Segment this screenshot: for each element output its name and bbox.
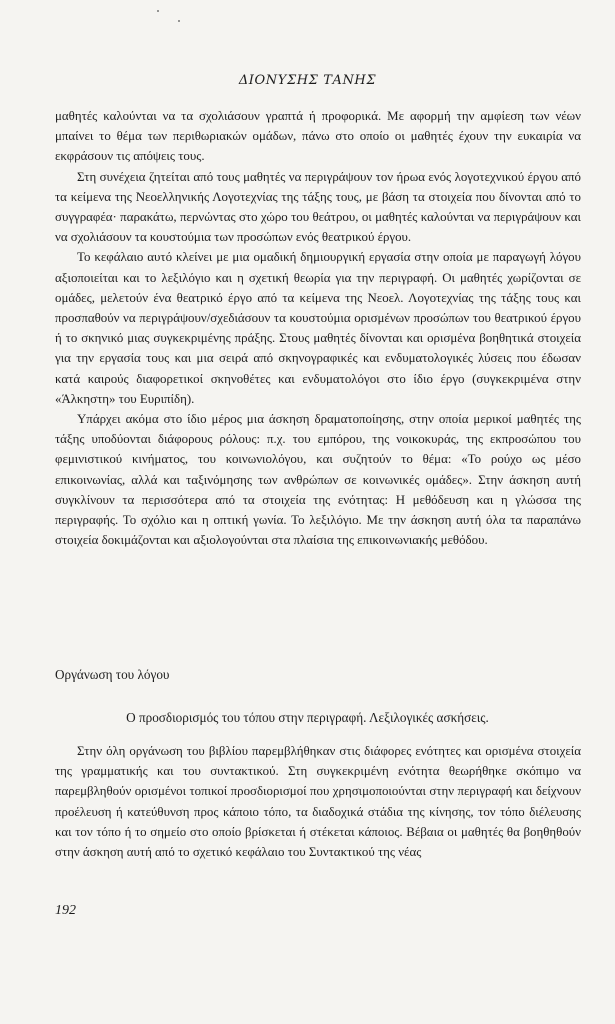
page-number: 192	[55, 903, 76, 918]
scan-speck	[178, 20, 180, 22]
scan-speck	[157, 10, 159, 12]
main-text-block	[55, 106, 581, 550]
paragraph: Το κεφάλαιο αυτό κλείνει με μια ομαδική δημιουργική εργασία στην οποία με παραγωγή λόγου αξιοποιείται και το λεξιλόγιο και η σχετική θεωρία για την περιγραφή. Οι μαθητές χωρίζονται σε ομάδες, μελετούν ένα θεατρικό έργο από τα κείμενα της Νεοελ. Λογοτεχνίας της τάξης τους και προσπαθούν να περιγράψουν/σχεδιάσουν τα κουστούμια ορισμένων προσώπων του θεατρικού έργου ή το σκηνικό μιας συγκεκριμένης πράξης. Στους μαθητές δίνονται και ορισμένα βοηθητικά στοιχεία για την εργασία τους και μια σειρά από σκηνογραφικές και ενδυματολογικές λύσεις που έδωσαν κατά καιρούς διαφορετικοί σκηνοθέτες και ενδυματολόγοι στο ίδιο έργο (συγκεκριμένα στην «Άλκηστη» του Ευριπίδη).	[55, 250, 581, 406]
paragraph: μαθητές καλούνται να τα σχολιάσουν γραπτά ή προφορικά. Με αφορμή την αμφίεση των νέων μπαίνει το θέμα των περιθωριακών ομάδων, πάνω στο οποίο οι μαθητές έχουν την ευκαιρία να εκφράσουν τις απόψεις τους.	[55, 109, 581, 164]
section-heading: Οργάνωση του λόγου	[55, 667, 170, 682]
running-head: ΔΙΟΝΥΣΗΣ ΤΑΝΗΣ	[238, 73, 377, 88]
paragraph: Στη συνέχεια ζητείται από τους μαθητές να περιγράψουν τον ήρωα ενός λογοτεχνικού έργου από τα κείμενα της Νεοελληνικής Λογοτεχνίας της τάξης τους, με βάση τα στοιχεία που δίνονται από το συγγραφέα· παρακάτω, περνώντας στο χώρο του θεάτρου, οι μαθητές καλούνται να περιγράψουν και να σχολιάσουν τα κουστούμια των προσώπων ενός θεατρικού έργου.	[55, 169, 581, 245]
paragraph: Στην όλη οργάνωση του βιβλίου παρεμβλήθηκαν στις διάφορες ενότητες και ορισμένα στοιχεία της γραμματικής και του συντακτικού. Στη συγκεκριμένη ενότητα θεωρήθηκε σκόπιμο να παρεμβληθούν ορισμένοι τοπικοί προσδιορισμοί που χρησιμοποιούνται στην περιγραφή και δείχνουν προέλευση ή κατεύθυνση προς κάποιο τόπο, τα διαδοχικά στάδια της κίνησης, τον τόπο διέλευσης και τον τόπο ή το σημείο στο οποίο βρίσκεται ή στέκεται κάποιος. Βέβαια οι μαθητές θα βοηθηθούν στην άσκηση αυτή από το σχετικό κεφάλαιο του Συντακτικού της νέας	[55, 744, 581, 860]
section-text-block	[55, 741, 581, 862]
section-subheading: Ο προσδιορισμός του τόπου στην περιγραφή. Λεξιλογικές ασκήσεις.	[126, 710, 489, 725]
paragraph: Υπάρχει ακόμα στο ίδιο μέρος μια άσκηση δραματοποίησης, στην οποία μερικοί μαθητές της τάξης υποδύονται διάφορους ρόλους: π.χ. του εμπόρου, της νοικοκυράς, της εκπροσώπου του φεμινιστικού κινήματος, του κοινωνιολόγου, και συζητούν το θέμα: «Το ρούχο ως μέσο επικοινωνίας, αλλά και ταξινόμησης των ανθρώπων σε κοινωνικές ομάδες». Στην άσκηση αυτή συγκλίνουν τα περισσότερα από τα στοιχεία της ενότητας: Η μεθόδευση και η γλώσσα της περιγραφής. Το σχόλιο και η οπτική γωνία. Το λεξιλόγιο. Με την άσκηση αυτή όλα τα παραπάνω στοιχεία δοκιμάζονται και αξιολογούνται στα πλαίσια της επικοινωνιακής μεθόδου.	[55, 412, 581, 548]
